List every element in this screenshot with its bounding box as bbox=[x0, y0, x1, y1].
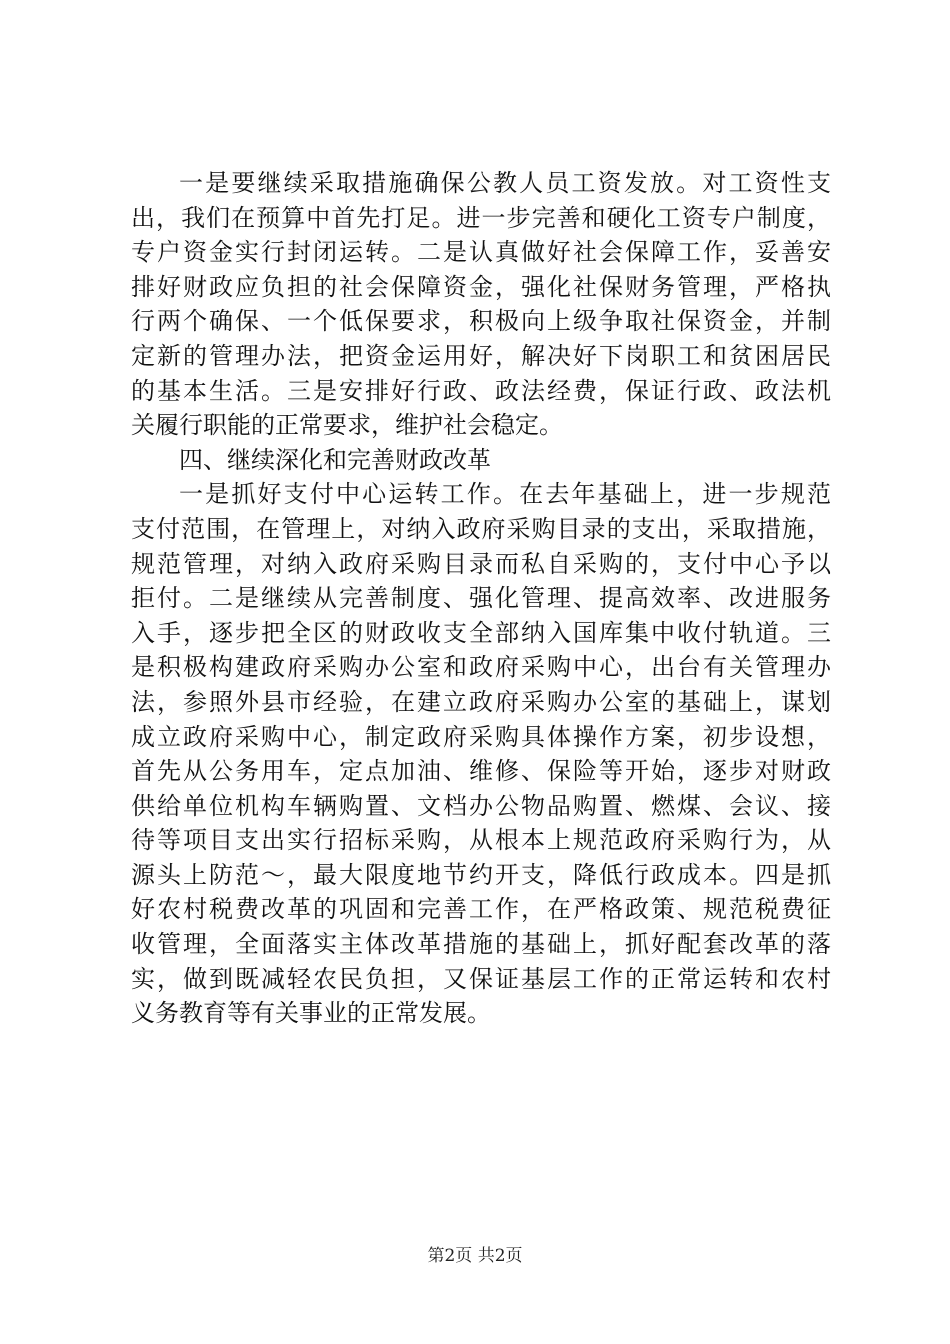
paragraph-line: 定新的管理办法，把资金运用好，解决好下岗职工和贫困居民 bbox=[131, 341, 831, 370]
paragraph-line: 收管理，全面落实主体改革措施的基础上，抓好配套改革的落 bbox=[131, 930, 831, 959]
paragraph-line: 拒付。二是继续从完善制度、强化管理、提高效率、改进服务 bbox=[131, 584, 831, 613]
paragraph-line: 的基本生活。三是安排好行政、政法经费，保证行政、政法机 bbox=[131, 376, 831, 405]
paragraph-line: 一是抓好支付中心运转工作。在去年基础上，进一步规范 bbox=[179, 480, 831, 509]
page-footer: 第2页 共2页 bbox=[427, 1246, 523, 1266]
paragraph-line: 法，参照外县市经验，在建立政府采购办公室的基础上，谋划 bbox=[131, 687, 831, 716]
paragraph-line: 是积极构建政府采购办公室和政府采购中心，出台有关管理办 bbox=[131, 653, 831, 682]
paragraph-line: 出，我们在预算中首先打足。进一步完善和硬化工资专户制度， bbox=[131, 203, 831, 232]
paragraph-line: 成立政府采购中心，制定政府采购具体操作方案，初步设想， bbox=[131, 722, 831, 751]
paragraph-line: 支付范围，在管理上，对纳入政府采购目录的支出，采取措施， bbox=[131, 514, 831, 543]
paragraph-line: 入手，逐步把全区的财政收支全部纳入国库集中收付轨道。三 bbox=[131, 618, 831, 647]
paragraph-line: 规范管理，对纳入政府采购目录而私自采购的，支付中心予以 bbox=[131, 549, 831, 578]
paragraph-line: 源头上防范～，最大限度地节约开支，降低行政成本。四是抓 bbox=[131, 860, 831, 889]
paragraph-line: 专户资金实行封闭运转。二是认真做好社会保障工作，妥善安 bbox=[131, 238, 831, 267]
paragraph-line: 关履行职能的正常要求，维护社会稳定。 bbox=[131, 411, 563, 440]
section-heading: 四、继续深化和完善财政改革 bbox=[179, 445, 491, 474]
paragraph-line: 供给单位机构车辆购置、文档办公物品购置、燃煤、会议、接 bbox=[131, 791, 831, 820]
paragraph-line: 一是要继续采取措施确保公教人员工资发放。对工资性支 bbox=[179, 169, 831, 197]
paragraph-line: 义务教育等有关事业的正常发展。 bbox=[131, 999, 491, 1028]
document-body bbox=[131, 166, 831, 1031]
paragraph-line: 行两个确保、一个低保要求，积极向上级争取社保资金，并制 bbox=[131, 307, 831, 336]
paragraph-line: 好农村税费改革的巩固和完善工作，在严格政策、规范税费征 bbox=[131, 895, 831, 924]
paragraph-line: 排好财政应负担的社会保障资金，强化社保财务管理，严格执 bbox=[131, 272, 831, 301]
paragraph-line: 首先从公务用车，定点加油、维修、保险等开始，逐步对财政 bbox=[131, 757, 831, 786]
paragraph-line: 实，做到既减轻农民负担，又保证基层工作的正常运转和农村 bbox=[131, 964, 831, 993]
paragraph-line: 待等项目支出实行招标采购，从根本上规范政府采购行为，从 bbox=[131, 826, 831, 855]
